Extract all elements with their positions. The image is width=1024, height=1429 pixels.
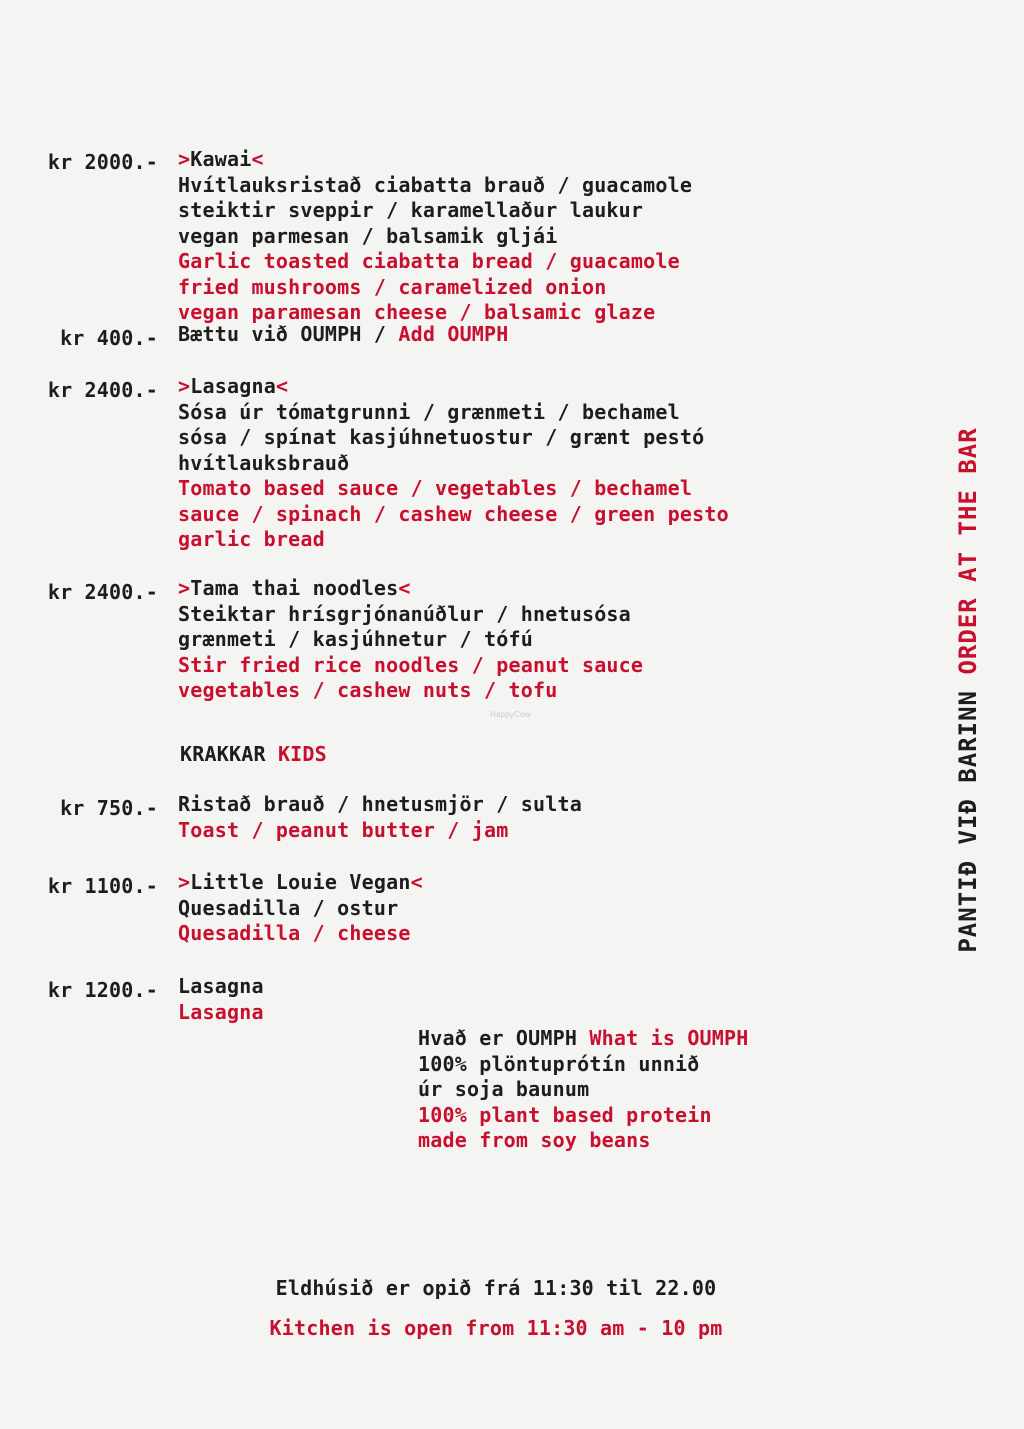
description-is: Sósa úr tómatgrunni / grænmeti / bechamel — [178, 399, 680, 424]
kitchen-hours-en: Kitchen is open from 11:30 am - 10 pm — [269, 1316, 723, 1340]
description-is: sósa / spínat kasjúhnetuostur / grænt pestó — [178, 425, 705, 449]
menu-item-kawai — [178, 147, 692, 326]
price-addon-oumph: kr 400.- — [60, 326, 158, 350]
kids-section-title: KRAKKAR KIDS — [180, 742, 327, 766]
description-en: Toast / peanut butter / jam — [178, 817, 509, 842]
description-is: Lasagna — [178, 974, 264, 998]
menu-item-tama-thai-noodles — [178, 576, 643, 704]
menu-item-kids-lasagna — [178, 974, 264, 1025]
description-is: Quesadilla / ostur — [178, 895, 399, 920]
item-name: >Kawai< — [178, 147, 264, 171]
description-en: vegan paramesan cheese / balsamic glaze — [178, 300, 656, 324]
description-en: fried mushrooms / caramelized onion — [178, 274, 607, 299]
addon-separator: / — [361, 322, 399, 346]
item-name: >Little Louie Vegan< — [178, 870, 423, 894]
kitchen-hours-is: Eldhúsið er opið frá 11:30 til 22.00 — [275, 1276, 717, 1300]
menu-item-little-louie-vegan — [178, 870, 423, 947]
description-is: hvítlauksbrauð — [178, 450, 350, 475]
price-kids-toast: kr 750.- — [60, 796, 158, 820]
description-en: vegetables / cashew nuts / tofu — [178, 678, 558, 702]
price-lasagna: kr 2400.- — [47, 378, 158, 402]
oumph-answer-en: 100% plant based protein — [418, 1102, 712, 1127]
description-is: grænmeti / kasjúhnetur / tófú — [178, 627, 533, 651]
oumph-answer-is: úr soja baunum — [418, 1077, 590, 1101]
price-little-louie-vegan: kr 1100.- — [47, 874, 158, 898]
item-name: >Tama thai noodles< — [178, 576, 411, 600]
description-en: sauce / spinach / cashew cheese / green pesto — [178, 501, 729, 526]
description-is: vegan parmesan / balsamik gljái — [178, 223, 558, 248]
price-kawai: kr 2000.- — [47, 150, 158, 174]
addon-is: Bættu við OUMPH — [178, 322, 362, 346]
description-en: Tomato based sauce / vegetables / bechamel — [178, 476, 693, 500]
addon-en: Add OUMPH — [398, 322, 509, 346]
menu-item-lasagna — [178, 374, 729, 553]
oumph-question: Hvað er OUMPH What is OUMPH — [418, 1026, 749, 1050]
description-is: Steiktar hrísgrjónanúðlur / hnetusósa — [178, 601, 631, 626]
item-name: >Lasagna< — [178, 374, 289, 398]
menu-addon-oumph — [178, 322, 509, 348]
description-en: Quesadilla / cheese — [178, 921, 411, 945]
price-tama-thai-noodles: kr 2400.- — [47, 580, 158, 604]
description-is: Ristað brauð / hnetusmjör / sulta — [178, 792, 582, 816]
price-kids-lasagna: kr 1200.- — [47, 978, 158, 1002]
description-en: Stir fried rice noodles / peanut sauce — [178, 652, 644, 677]
oumph-answer-en: made from soy beans — [418, 1128, 651, 1152]
description-en: Garlic toasted ciabatta bread / guacamole — [178, 249, 680, 273]
happycow-watermark: HappyCow — [490, 710, 531, 719]
description-en: Lasagna — [178, 999, 264, 1024]
description-is: steiktir sveppir / karamellaður laukur — [178, 198, 644, 222]
menu-item-kids-toast — [178, 792, 582, 843]
description-en: garlic bread — [178, 527, 325, 551]
description-is: Hvítlauksristað ciabatta brauð / guacamole — [178, 172, 693, 197]
order-at-bar-banner: PANTIÐ VIÐ BARINN ORDER AT THE BAR — [954, 427, 982, 953]
oumph-info — [418, 1026, 749, 1154]
oumph-answer-is: 100% plöntuprótín unnið — [418, 1051, 700, 1076]
